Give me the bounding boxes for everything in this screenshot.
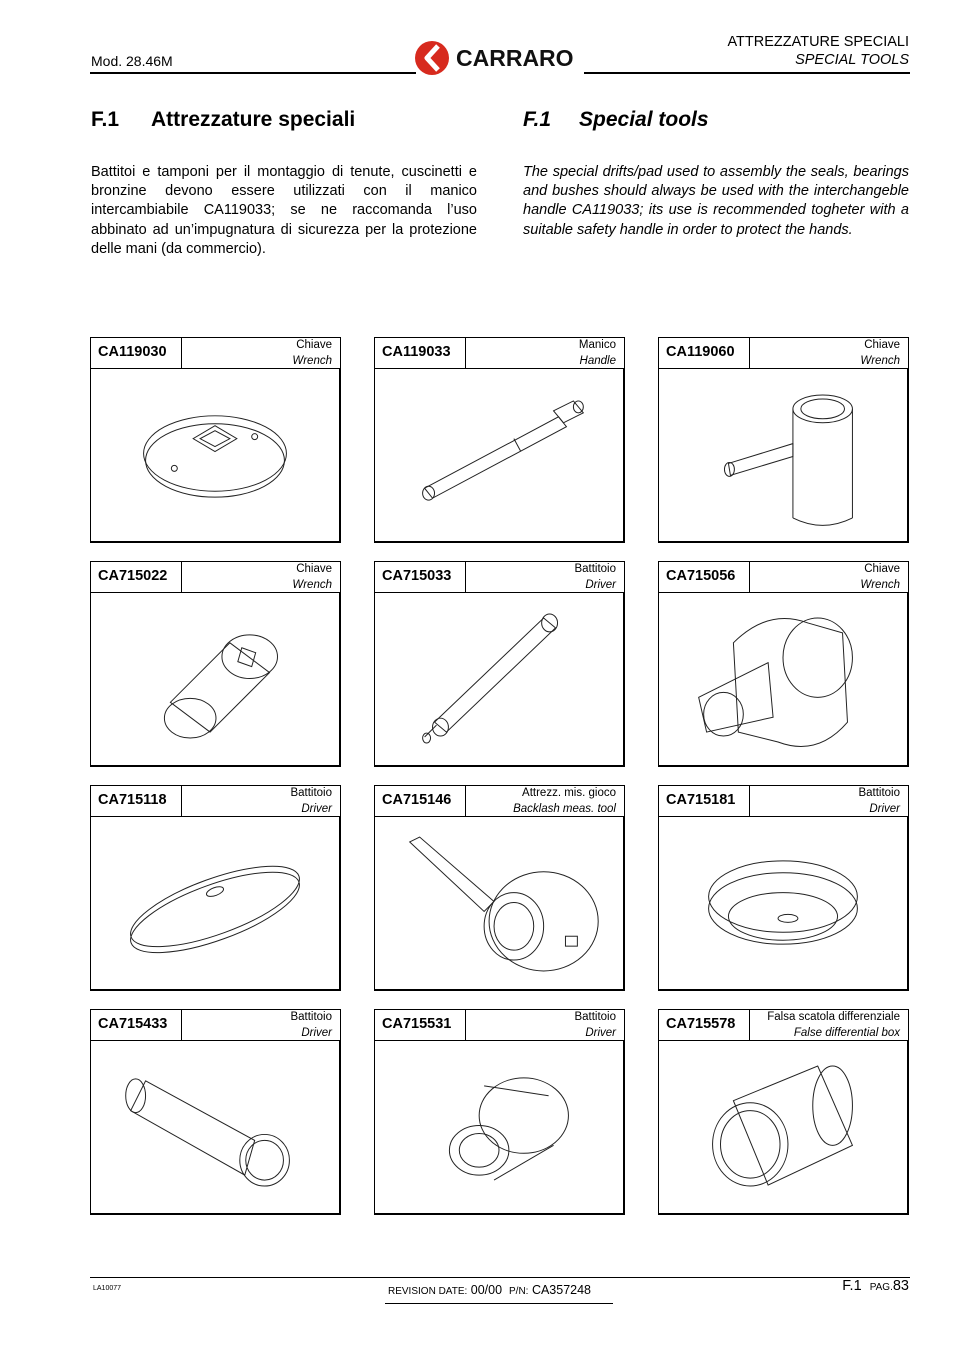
- tool-label-en: Driver: [869, 802, 900, 815]
- tool-drawing-box: [90, 368, 341, 543]
- tool-card: [374, 561, 626, 767]
- carraro-logo: [414, 38, 586, 78]
- rod-driver-icon: [375, 593, 623, 765]
- tool-label: [574, 1010, 616, 1041]
- tool-card: [90, 1009, 342, 1215]
- page-label: PAG.: [869, 1282, 893, 1293]
- tool-card-header: [374, 561, 625, 592]
- page-number: [842, 1278, 909, 1294]
- tool-label: [292, 338, 332, 369]
- tool-label-en: Driver: [585, 578, 616, 591]
- flange-wrench-icon: [659, 593, 907, 765]
- tool-drawing-box: [374, 816, 625, 991]
- tool-card-header: [374, 1009, 625, 1040]
- title-en-number: F.1: [523, 108, 552, 131]
- tool-label: [292, 562, 332, 593]
- model-label: Mod. 28.46M: [91, 53, 173, 69]
- tool-card-header: [90, 337, 341, 368]
- tool-card: [658, 785, 910, 991]
- tool-label: [579, 338, 616, 369]
- tool-label-it: Chiave: [864, 339, 900, 351]
- tool-code: CA715118: [91, 786, 182, 817]
- tool-drawing-box: [90, 1040, 341, 1215]
- tool-label-it: Chiave: [864, 563, 900, 575]
- tool-drawing-box: [658, 592, 909, 767]
- page-value: 83: [892, 1278, 909, 1294]
- carraro-logo-icon: [414, 38, 586, 78]
- tool-drawing-box: [658, 368, 909, 543]
- tool-label-en: Backlash meas. tool: [513, 802, 616, 815]
- handle-icon: [375, 369, 623, 541]
- intro-paragraph-en: The special drifts/pad used to assembly the seals, bearings and bushes should always be used with the interchangeble handle CA119033; its use is recommended togheter with a suitable safety handle in order to protect the hands.: [523, 164, 909, 238]
- tool-label-en: Driver: [301, 1026, 332, 1039]
- tool-label-it: Falsa scatola differenziale: [767, 1011, 900, 1023]
- intro-paragraph-it: Battitoi e tamponi per il montaggio di tenute, cuscinetti e bronzine devono essere utilizzati con il manico intercambiabile CA119033; se ne raccomanda l’uso abbinato ad un’impugnatura di sicurezza per la protezione delle mani (da commercio).: [91, 164, 477, 257]
- tool-card: [374, 337, 626, 543]
- header-rule-left: [90, 72, 416, 74]
- tool-drawing-box: [90, 816, 341, 991]
- tool-label-it: Attrezz. mis. gioco: [522, 787, 616, 799]
- tool-card-header: [658, 785, 909, 816]
- tool-label-en: Wrench: [860, 578, 900, 591]
- tool-label: [860, 562, 900, 593]
- tool-card: [374, 785, 626, 991]
- tool-label-it: Battitoio: [858, 787, 900, 799]
- tool-label: [513, 786, 616, 817]
- square-socket-icon: [91, 593, 339, 765]
- tool-drawing-box: [90, 592, 341, 767]
- disc-wrench-icon: [91, 369, 339, 541]
- tool-card: [90, 561, 342, 767]
- page-section: F.1: [842, 1278, 862, 1294]
- tool-code: CA119033: [375, 338, 466, 369]
- doc-code: LA10077: [93, 1285, 122, 1292]
- tool-code: CA715146: [375, 786, 466, 817]
- tool-card: [90, 785, 342, 991]
- tool-label-it: Manico: [578, 339, 616, 351]
- tool-label: [767, 1010, 900, 1041]
- title-en: [523, 108, 709, 132]
- tool-code: CA715056: [659, 562, 750, 593]
- tool-card: [658, 561, 910, 767]
- cylinder-box-icon: [659, 1041, 907, 1213]
- section-title-it: ATTREZZATURE SPECIALI: [727, 34, 909, 50]
- brand-text: CARRARO: [456, 45, 574, 71]
- tool-card-header: [658, 337, 909, 368]
- tool-card-header: [374, 785, 625, 816]
- tool-code: CA715531: [375, 1010, 466, 1041]
- tool-card-header: [658, 561, 909, 592]
- tool-card-header: [90, 1009, 341, 1040]
- tool-label-en: Driver: [585, 1026, 616, 1039]
- tool-drawing-box: [374, 368, 625, 543]
- revision-label: REVISION DATE:: [388, 1286, 468, 1297]
- tool-label-it: Chiave: [296, 563, 332, 575]
- tool-card-header: [658, 1009, 909, 1040]
- tool-label: [290, 1010, 332, 1041]
- title-it-number: F.1: [91, 108, 120, 131]
- tool-code: CA119030: [91, 338, 182, 369]
- tool-drawing-box: [374, 592, 625, 767]
- tool-label-it: Battitoio: [574, 563, 616, 575]
- tool-label: [858, 786, 900, 817]
- part-number: CA357248: [531, 1283, 592, 1297]
- revision-date: 00/00: [470, 1283, 503, 1297]
- tool-card: [374, 1009, 626, 1215]
- tool-card: [658, 337, 910, 543]
- tool-label-en: Handle: [579, 354, 616, 367]
- tool-drawing-box: [374, 1040, 625, 1215]
- tube-driver-icon: [91, 1041, 339, 1213]
- tool-label-en: Wrench: [292, 578, 332, 591]
- stepped-driver-icon: [375, 1041, 623, 1213]
- tool-code: CA715578: [659, 1010, 750, 1041]
- backlash-tool-icon: [375, 817, 623, 989]
- tool-label-it: Chiave: [296, 339, 332, 351]
- tool-label-en: Wrench: [292, 354, 332, 367]
- tool-code: CA715022: [91, 562, 182, 593]
- tool-card-header: [90, 785, 341, 816]
- footer-rule: [90, 1277, 910, 1278]
- socket-wrench-icon: [659, 369, 907, 541]
- header-rule-right: [584, 72, 910, 74]
- tool-code: CA715033: [375, 562, 466, 593]
- tool-drawing-box: [658, 1040, 909, 1215]
- tool-drawing-box: [658, 816, 909, 991]
- section-title-en: SPECIAL TOOLS: [795, 52, 909, 68]
- title-en-text: Special tools: [579, 108, 709, 131]
- tool-label-en: False differential box: [793, 1026, 900, 1039]
- tool-code: CA715181: [659, 786, 750, 817]
- pn-label: P/N:: [509, 1286, 529, 1297]
- tool-code: CA715433: [91, 1010, 182, 1041]
- title-it: [91, 108, 355, 132]
- tool-card: [658, 1009, 910, 1215]
- tool-card-header: [90, 561, 341, 592]
- tool-label: [574, 562, 616, 593]
- flat-driver-icon: [91, 817, 339, 989]
- tool-label: [290, 786, 332, 817]
- tool-label-en: Wrench: [860, 354, 900, 367]
- tool-label-it: Battitoio: [290, 787, 332, 799]
- tool-card: [90, 337, 342, 543]
- title-it-text: Attrezzature speciali: [151, 108, 356, 131]
- tool-label-it: Battitoio: [574, 1011, 616, 1023]
- tool-label-it: Battitoio: [290, 1011, 332, 1023]
- tool-card-header: [374, 337, 625, 368]
- ring-driver-icon: [659, 817, 907, 989]
- tool-label-en: Driver: [301, 802, 332, 815]
- revision-info: [388, 1283, 591, 1297]
- tool-code: CA119060: [659, 338, 750, 369]
- tool-label: [860, 338, 900, 369]
- section-title: [727, 33, 909, 69]
- footer-rule-revision: [385, 1303, 613, 1304]
